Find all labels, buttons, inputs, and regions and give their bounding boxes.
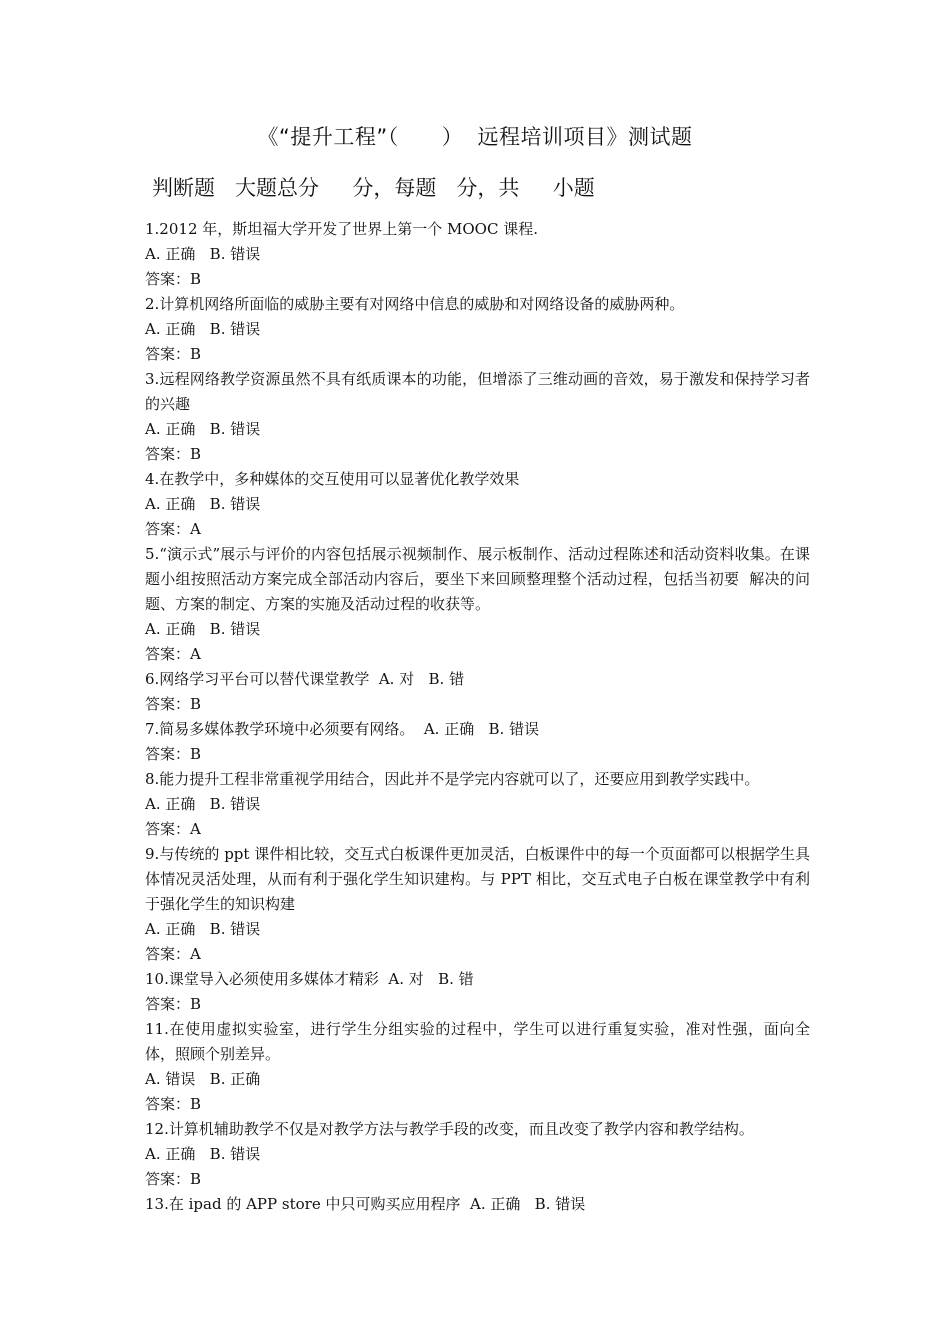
question-item — [145, 367, 810, 467]
question-text: 11.在使用虚拟实验室，进行学生分组实验的过程中，学生可以进行重复实验，准对性强，面向全体，照顾个别差异。 — [145, 1020, 810, 1063]
question-options: A. 正确 B. 错误 — [145, 795, 261, 813]
question-answer: 答案：A — [145, 520, 201, 538]
question-item — [145, 542, 810, 667]
question-text: 4.在教学中，多种媒体的交互使用可以显著优化教学效果 — [145, 470, 520, 488]
question-item — [145, 292, 810, 367]
question-item — [145, 767, 810, 842]
question-options: A. 正确 B. 错误 — [145, 245, 261, 263]
question-item — [145, 667, 810, 717]
question-text: 9.与传统的 ppt 课件相比较，交互式白板课件更加灵活，白板课件中的每一个页面都可以根据学生具体情况灵活处理，从而有利于强化学生知识建构。与 PPT 相比，交互式电子白板在课堂教学中有利于强化学生的知识构建 — [145, 845, 810, 913]
question-answer: 答案：B — [145, 345, 202, 363]
question-text: 6.网络学习平台可以替代课堂教学 A. 对 B. 错 — [145, 670, 465, 688]
question-options: A. 正确 B. 错误 — [145, 1145, 261, 1163]
question-answer: 答案：A — [145, 645, 201, 663]
question-list — [145, 217, 810, 1217]
question-text: 8.能力提升工程非常重视学用结合，因此并不是学完内容就可以了，还要应用到教学实践中。 — [145, 770, 760, 788]
question-answer: 答案：B — [145, 1095, 202, 1113]
question-item — [145, 967, 810, 1017]
question-answer: 答案：B — [145, 745, 202, 763]
question-options: A. 正确 B. 错误 — [145, 420, 261, 438]
question-item — [145, 1192, 810, 1217]
question-options: A. 正确 B. 错误 — [145, 495, 261, 513]
question-answer: 答案：B — [145, 270, 202, 288]
question-item — [145, 217, 810, 292]
question-item — [145, 1117, 810, 1192]
question-answer: 答案：B — [145, 995, 202, 1013]
question-text: 13.在 ipad 的 APP store 中只可购买应用程序 A. 正确 B. 错误 — [145, 1195, 586, 1213]
question-text: 3.远程网络教学资源虽然不具有纸质课本的功能，但增添了三维动画的音效，易于激发和保持学习者的兴趣 — [145, 370, 810, 413]
question-item — [145, 842, 810, 967]
question-text: 10.课堂导入必须使用多媒体才精彩 A. 对 B. 错 — [145, 970, 474, 988]
question-answer: 答案：B — [145, 1170, 202, 1188]
page-title: 《“提升工程”（ ） 远程培训项目》测试题 — [257, 125, 693, 149]
question-text: 1.2012 年，斯坦福大学开发了世界上第一个 MOOC 课程. — [145, 220, 538, 238]
section-heading: 判断题 大题总分 分，每题 分，共 小题 — [152, 176, 595, 200]
question-item — [145, 467, 810, 542]
question-answer: 答案：A — [145, 945, 201, 963]
question-options: A. 正确 B. 错误 — [145, 620, 261, 638]
question-options: A. 正确 B. 错误 — [145, 320, 261, 338]
question-item — [145, 717, 810, 767]
question-options: A. 正确 B. 错误 — [145, 920, 261, 938]
question-text: 7.简易多媒体教学环境中必须要有网络。 A. 正确 B. 错误 — [145, 720, 540, 738]
question-answer: 答案：A — [145, 820, 201, 838]
question-text: 5.“演示式”展示与评价的内容包括展示视频制作、展示板制作、活动过程陈述和活动资料收集。在课题小组按照活动方案完成全部活动内容后，要坐下来回顾整理整个活动过程，包括当初要 解决的问题、方案的制定、方案的实施及活动过程的收获等。 — [145, 545, 810, 613]
question-options: A. 错误 B. 正确 — [145, 1070, 261, 1088]
question-text: 2.计算机网络所面临的威胁主要有对网络中信息的威胁和对网络设备的威胁两种。 — [145, 295, 685, 313]
question-answer: 答案：B — [145, 695, 202, 713]
question-answer: 答案：B — [145, 445, 202, 463]
question-text: 12.计算机辅助教学不仅是对教学方法与教学手段的改变，而且改变了教学内容和教学结构。 — [145, 1120, 754, 1138]
question-item — [145, 1017, 810, 1117]
